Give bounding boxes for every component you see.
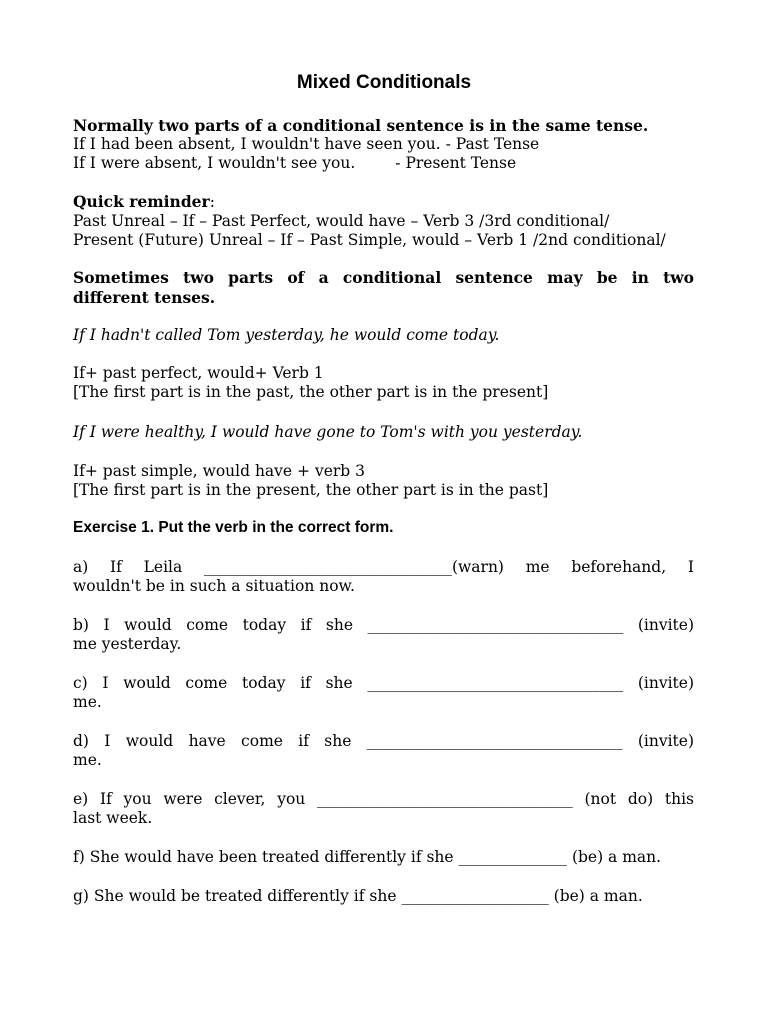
exercise-item-line2: me yesterday. xyxy=(73,635,182,653)
intro-section xyxy=(73,116,694,173)
exercise-item-line1: e) If you were clever, you _________________________________ (not do) this xyxy=(73,790,694,808)
exercise-item-line1: f) She would have been treated differently if she ______________ (be) a man. xyxy=(73,848,662,866)
reminder-label: Quick reminder xyxy=(73,192,210,211)
exercise-item-line2: last week. xyxy=(73,809,153,827)
reminder-line-third: Past Unreal – If – Past Perfect, would have – Verb 3 /3rd conditional/ xyxy=(73,212,610,230)
exercise-item-b xyxy=(73,616,694,654)
mixed-rule-2-formula: If+ past simple, would have + verb 3 xyxy=(73,462,365,480)
exercise-item-line1: d) I would have come if she _________________________________ (invite) xyxy=(73,732,694,750)
intro-heading: Normally two parts of a conditional sentence is in the same tense. xyxy=(73,116,649,135)
reminder-heading xyxy=(73,192,694,212)
exercise-heading: Exercise 1. Put the verb in the correct form. xyxy=(73,519,394,536)
intro-example-past: If I had been absent, I wouldn't have seen you. - Past Tense xyxy=(73,135,540,153)
page-title: Mixed Conditionals xyxy=(296,72,472,93)
mixed-rule-1-formula: If+ past perfect, would+ Verb 1 xyxy=(73,364,324,382)
mixed-heading-line2: different tenses. xyxy=(73,288,216,307)
exercise-item-e xyxy=(73,790,694,828)
reminder-section xyxy=(73,192,694,250)
mixed-example-1 xyxy=(73,326,694,345)
exercise-item-line2: me. xyxy=(73,751,102,769)
intro-example-present xyxy=(73,154,694,173)
mixed-rule-2-note: [The first part is in the present, the other part is in the past] xyxy=(73,481,549,499)
exercise-item-d xyxy=(73,732,694,770)
reminder-line-second: Present (Future) Unreal – If – Past Simple, would – Verb 1 /2nd conditional/ xyxy=(73,231,666,249)
exercise-item-line2: me. xyxy=(73,693,102,711)
exercise-item-f xyxy=(73,848,694,867)
intro-example-present-sentence: If I were absent, I wouldn't see you. xyxy=(73,154,356,172)
exercise-item-g xyxy=(73,887,694,906)
intro-example-present-tense: - Present Tense xyxy=(395,154,517,172)
exercise-item-line1: c) I would come today if she _________________________________ (invite) xyxy=(73,674,694,692)
exercise-item-line1: b) I would come today if she _________________________________ (invite) xyxy=(73,616,694,634)
mixed-example-1-text: If I hadn't called Tom yesterday, he would come today. xyxy=(73,326,500,344)
mixed-heading-line1: Sometimes two parts of a conditional sentence may be in two xyxy=(73,268,694,287)
reminder-colon: : xyxy=(209,193,215,211)
exercise-item-c xyxy=(73,674,694,712)
mixed-example-2-text: If I were healthy, I would have gone to Tom's with you yesterday. xyxy=(73,423,583,441)
exercise-item-line2: wouldn't be in such a situation now. xyxy=(73,577,355,595)
exercise-item-line1: a) If Leila ________________________________(warn) me beforehand, I xyxy=(73,558,694,576)
mixed-example-2 xyxy=(73,423,694,442)
mixed-rule-2 xyxy=(73,462,694,500)
mixed-rule-1 xyxy=(73,364,694,402)
mixed-heading xyxy=(73,268,694,308)
mixed-rule-1-note: [The first part is in the past, the other part is in the present] xyxy=(73,383,549,401)
exercise-item-line1: g) She would be treated differently if she ___________________ (be) a man. xyxy=(73,887,643,905)
exercise-item-a xyxy=(73,558,694,596)
